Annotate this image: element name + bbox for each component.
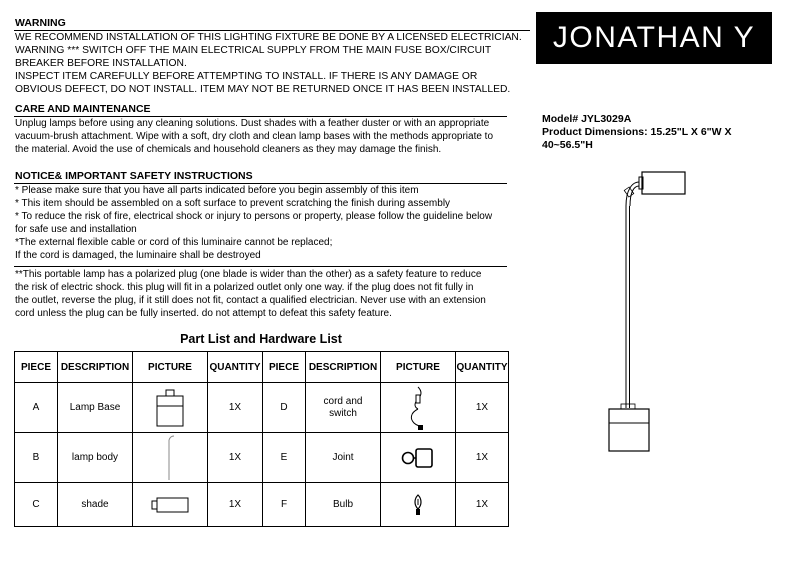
plug-text <box>15 268 486 320</box>
header-description: DESCRIPTION <box>306 352 381 383</box>
header-piece: PIECE <box>263 352 306 383</box>
care-text <box>15 117 493 156</box>
warning-line: WARNING *** SWITCH OFF THE MAIN ELECTRICAL SUPPLY FROM THE MAIN FUSE BOX/CIRCUIT <box>15 45 492 56</box>
cord-switch-icon <box>404 385 432 431</box>
picture-cell <box>381 433 456 483</box>
picture-cell <box>381 383 456 433</box>
description-cell <box>306 383 381 433</box>
plug-line: the outlet, reverse the plug, if it still does not fit, contact a qualified electrician. Never use with an extension <box>15 295 486 306</box>
safety-line: * Please make sure that you have all parts indicated before you begin assembly of this item <box>15 185 419 196</box>
description-cell: Joint <box>306 433 381 483</box>
safety-title: NOTICE& IMPORTANT SAFETY INSTRUCTIONS <box>15 170 253 182</box>
product-dimensions: Product Dimensions: 15.25"L X 6"W X <box>542 126 732 138</box>
care-title: CARE AND MAINTENANCE <box>15 103 151 115</box>
floor-lamp-icon <box>590 160 690 460</box>
plug-rule <box>14 266 507 267</box>
joint-icon <box>401 446 435 470</box>
picture-cell <box>133 483 208 527</box>
header-picture: PICTURE <box>381 352 456 383</box>
shade-icon <box>150 496 190 514</box>
quantity-cell: 1X <box>208 483 263 527</box>
description-text: cord and switch <box>323 395 363 419</box>
model-number: Model# JYL3029A <box>542 113 632 125</box>
safety-line: * To reduce the risk of fire, electrical shock or injury to persons or property, please follow the guideline below <box>15 211 493 222</box>
table-row <box>15 383 509 433</box>
plug-line: cord unless the plug can be fully inserted. do not attempt to defeat this safety feature. <box>15 308 392 319</box>
safety-line: for safe use and installation <box>15 224 137 235</box>
description-cell: Lamp Base <box>58 383 133 433</box>
plug-line: the risk of electric shock. this plug will fit in a polarized outlet only one way. if the plug does not fit fully in <box>15 282 474 293</box>
picture-cell <box>381 483 456 527</box>
quantity-cell: 1X <box>456 483 509 527</box>
warning-line: OBVIOUS DEFECT, DO NOT INSTALL. ITEM MAY NOT BE RETURNED ONCE IT HAS BEEN INSTALLED. <box>15 84 511 95</box>
safety-line: If the cord is damaged, the luminaire shall be destroyed <box>15 250 261 261</box>
product-dimensions-height: 40~56.5"H <box>542 139 593 151</box>
table-header-row <box>15 352 509 383</box>
piece-cell: F <box>263 483 306 527</box>
quantity-cell: 1X <box>456 383 509 433</box>
piece-cell: E <box>263 433 306 483</box>
warning-title: WARNING <box>15 17 66 29</box>
parts-title: Part List and Hardware List <box>180 332 342 346</box>
header-picture: PICTURE <box>133 352 208 383</box>
quantity-cell: 1X <box>208 383 263 433</box>
warning-line: BREAKER BEFORE INSTALLATION. <box>15 58 187 69</box>
plug-line: **This portable lamp has a polarized plug (one blade is wider than the other) as a safety feature to reduce <box>15 269 482 280</box>
care-line: the material. Avoid the use of chemicals and household cleaners as they may damage the finish. <box>15 144 442 155</box>
piece-cell: D <box>263 383 306 433</box>
parts-table <box>14 351 509 527</box>
header-quantity: QUANTITY <box>208 352 263 383</box>
picture-cell <box>133 433 208 483</box>
table-row <box>15 433 509 483</box>
description-cell: shade <box>58 483 133 527</box>
warning-line: WE RECOMMEND INSTALLATION OF THIS LIGHTING FIXTURE BE DONE BY A LICENSED ELECTRICIAN. <box>15 32 522 43</box>
warning-text <box>15 31 522 96</box>
lamp-base-icon <box>154 388 186 428</box>
description-cell: lamp body <box>58 433 133 483</box>
quantity-cell: 1X <box>208 433 263 483</box>
brand-logo: JONATHAN Y <box>536 12 772 64</box>
quantity-cell: 1X <box>456 433 509 483</box>
picture-cell <box>133 383 208 433</box>
description-cell: Bulb <box>306 483 381 527</box>
care-line: Unplug lamps before using any cleaning solutions. Dust shades with a feather duster or with an appropriate <box>15 118 490 129</box>
safety-text <box>15 184 492 262</box>
bulb-icon <box>411 493 425 517</box>
header-description: DESCRIPTION <box>58 352 133 383</box>
header-piece: PIECE <box>15 352 58 383</box>
piece-cell: B <box>15 433 58 483</box>
table-row <box>15 483 509 527</box>
lamp-body-icon <box>160 434 180 482</box>
safety-line: * This item should be assembled on a soft surface to prevent scratching the finish during assembly <box>15 198 451 209</box>
piece-cell: C <box>15 483 58 527</box>
safety-line: *The external flexible cable or cord of this luminaire cannot be replaced; <box>15 237 333 248</box>
care-line: vacuum-brush attachment. Wipe with a soft, dry cloth and clean lamp bases with the methods appropriate to <box>15 131 494 142</box>
warning-line: INSPECT ITEM CAREFULLY BEFORE ATTEMPTING TO INSTALL. IF THERE IS ANY DAMAGE OR <box>15 71 478 82</box>
piece-cell: A <box>15 383 58 433</box>
header-quantity: QUANTITY <box>456 352 509 383</box>
